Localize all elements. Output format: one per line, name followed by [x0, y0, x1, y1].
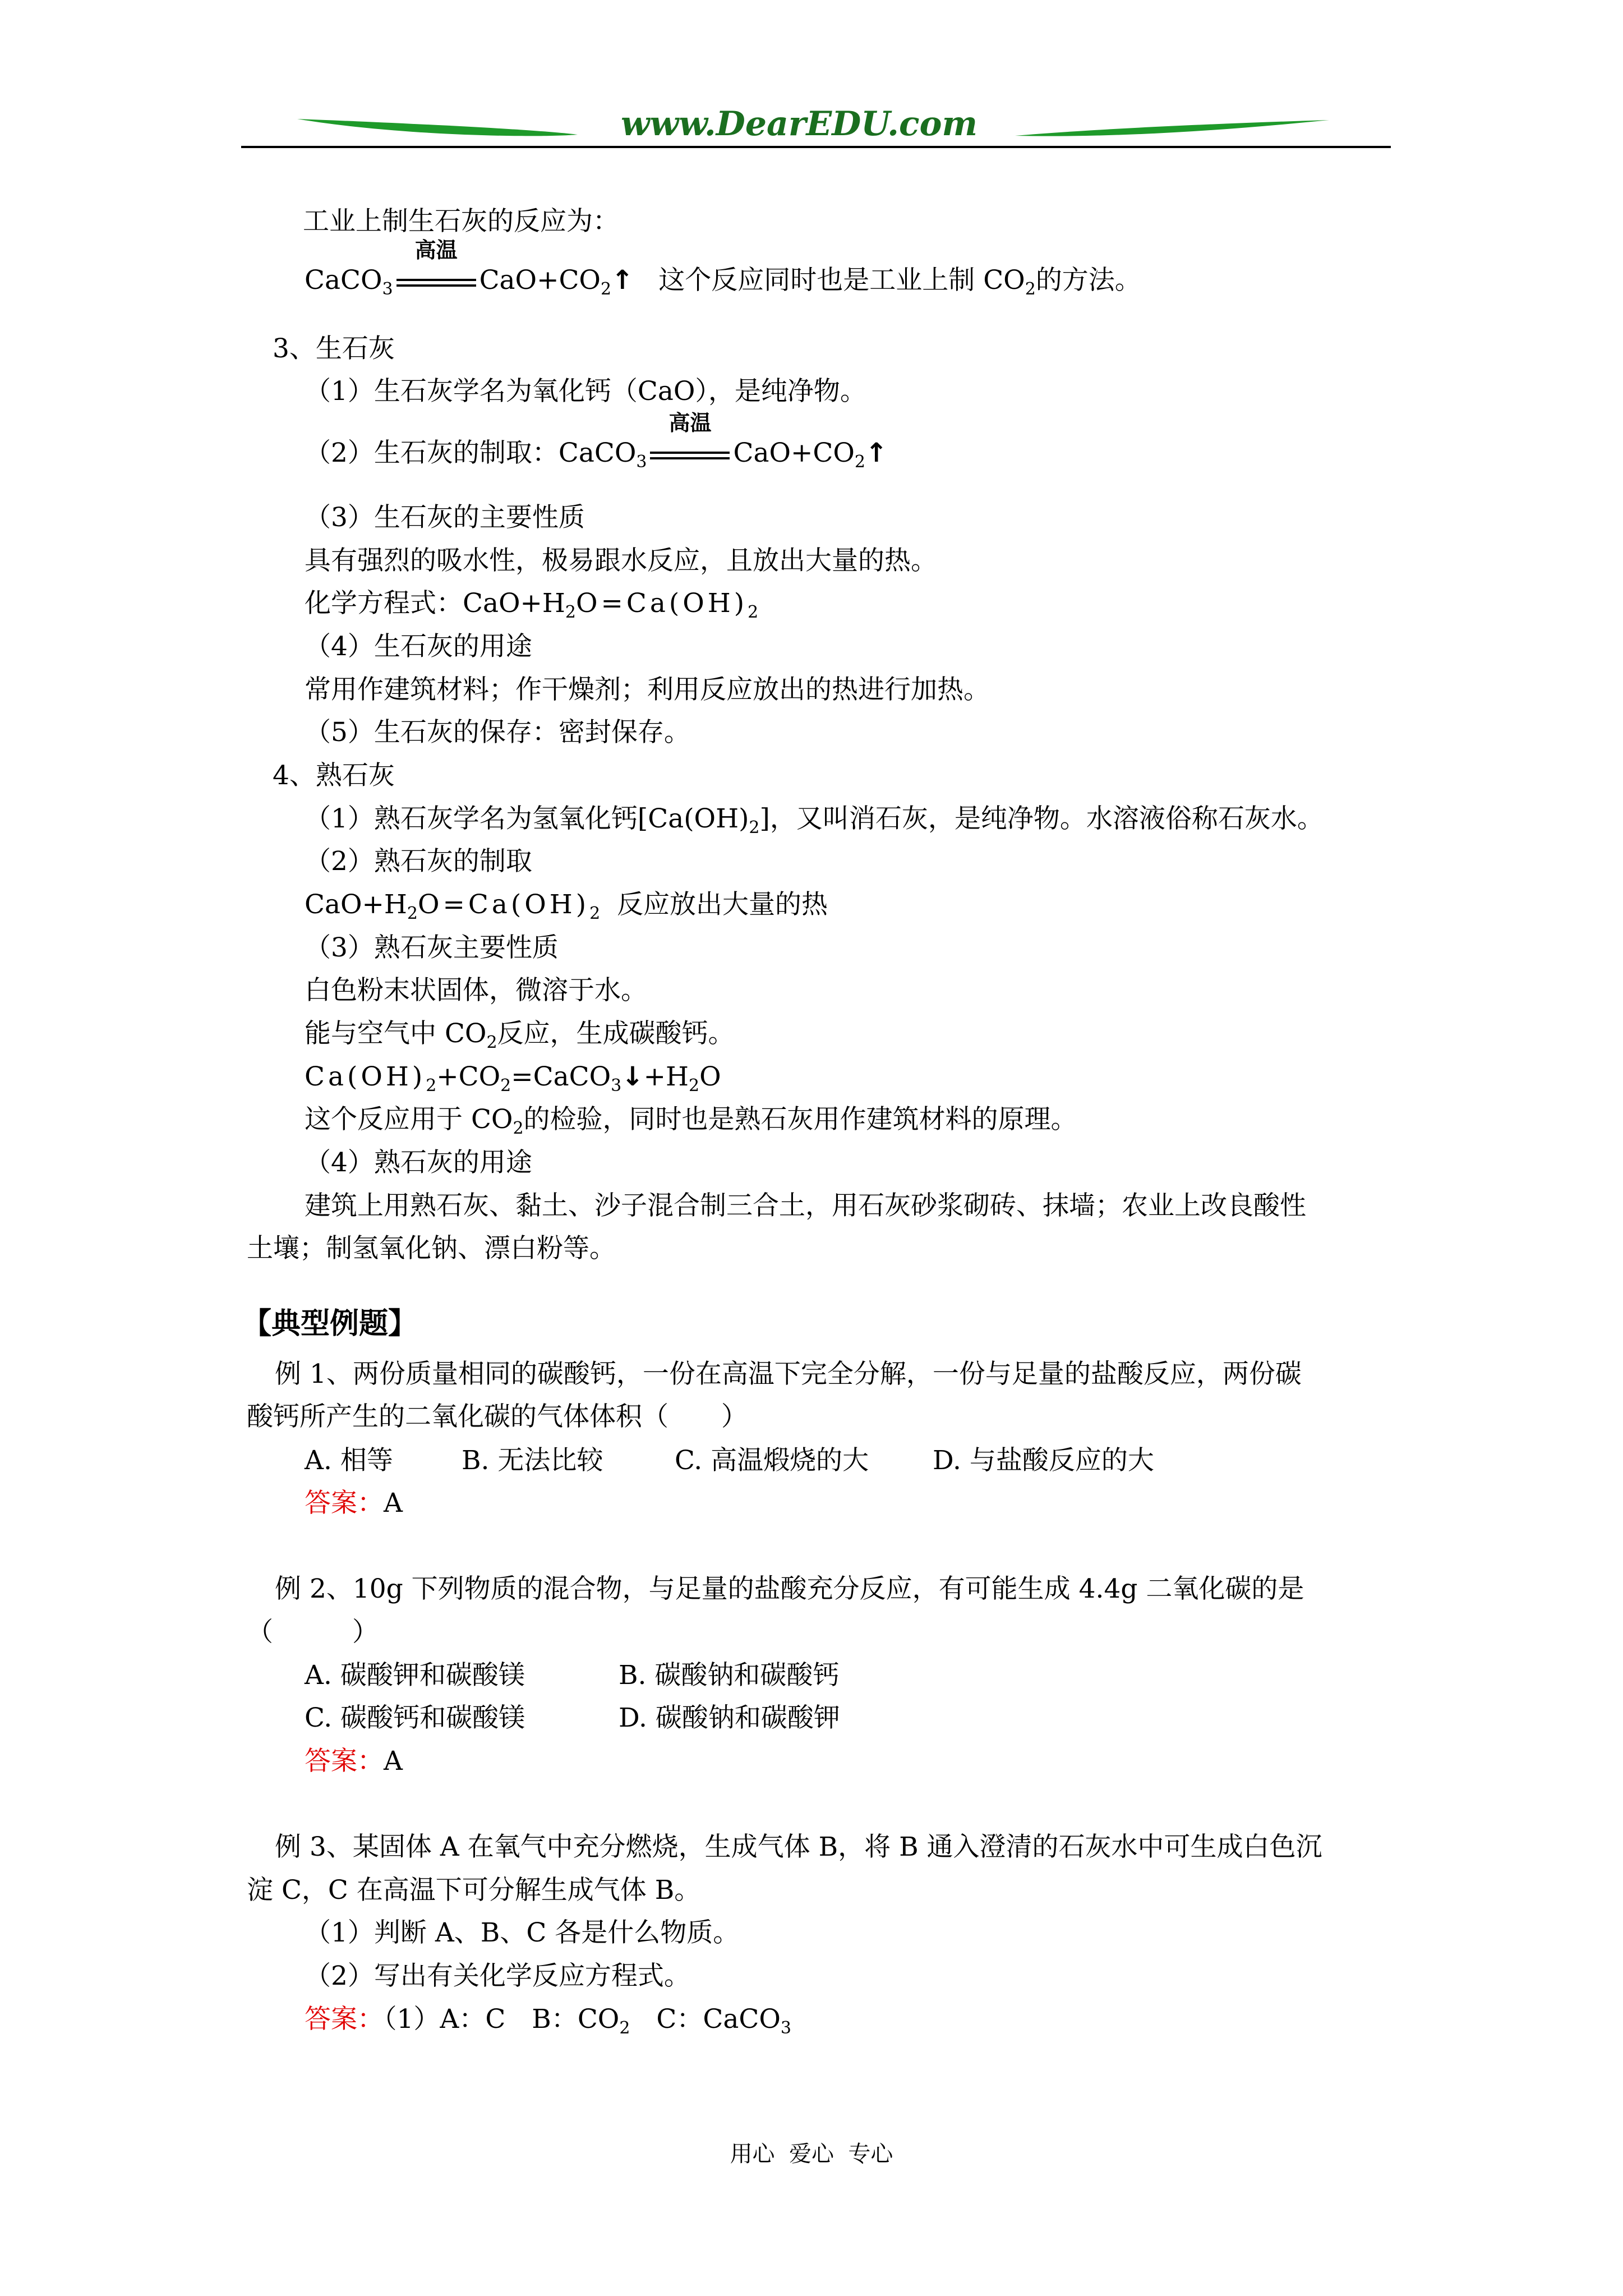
text-line: （2）熟石灰的制取	[305, 846, 532, 877]
text-line: 工业上制生石灰的反应为：	[303, 206, 619, 237]
answer-label: 答案：	[305, 1488, 384, 1519]
example-3-question: （2）写出有关化学反应方程式。	[305, 1961, 690, 1991]
option-a: A. 相等	[305, 1445, 393, 1476]
example-3-text: 例 3、某固体 A 在氧气中充分燃烧，生成气体 B，将 B 通入澄清的石灰水中可生成白色沉	[275, 1832, 1322, 1862]
option-a: A. 碳酸钾和碳酸镁	[305, 1660, 525, 1691]
example-3-answer: 答案：（1）A：C B：$CO_2$ C：CaCO$_3$	[305, 2004, 791, 2038]
text-line: 白色粉末状固体，微溶于水。	[305, 975, 647, 1006]
equation-line: （2）生石灰的制取：CaCO$_3$ 高温 $CaO+CO_2↑$	[305, 411, 888, 472]
text-line: 建筑上用熟石灰、黏土、沙子混合制三合土，用石灰砂浆砌砖、抹墙；农业上改良酸性	[305, 1190, 1306, 1221]
example-2-text: 例 2、10g 下列物质的混合物，与足量的盐酸充分反应，有可能生成 4.4g 二氧化碳的是	[275, 1573, 1304, 1604]
text-line: 这个反应用于 $CO_2$的检验，同时也是熟石灰用作建筑材料的原理。	[305, 1104, 1077, 1138]
option-d: D. 与盐酸反应的大	[933, 1445, 1154, 1476]
equation-line: 化学方程式：$CaO+H_2O=Ca(OH)_2$	[305, 588, 759, 622]
text-line: （3）生石灰的主要性质	[305, 502, 585, 533]
text-line: 具有强烈的吸水性，极易跟水反应，且放出大量的热。	[305, 545, 937, 576]
equation-line: $Ca(OH)_2+CO_2=CaCO_3↓+H_2O$	[305, 1061, 721, 1096]
header	[241, 101, 1391, 157]
text-line: （1）生石灰学名为氧化钙（CaO），是纯净物。	[305, 376, 866, 407]
answer-label: 答案：	[305, 1746, 384, 1777]
equation-line: $CaO+H_2O=Ca(OH)_2$ 反应放出大量的热	[305, 889, 828, 923]
reaction-condition: 高温	[648, 436, 732, 470]
reaction-condition: 高温	[394, 264, 478, 297]
text-line: （1）熟石灰学名为氢氧化钙$[Ca(OH)_2]$，又叫消石灰，是纯净物。水溶液俗称石灰水。	[305, 803, 1324, 838]
example-3-question: （1）判断 A、B、C 各是什么物质。	[305, 1917, 740, 1948]
example-1-answer: 答案：A	[305, 1488, 403, 1519]
section-heading: 4、熟石灰	[273, 760, 395, 791]
answer-label: 答案：	[305, 2004, 384, 2035]
option-c: C. 碳酸钙和碳酸镁	[305, 1703, 525, 1733]
text-line: 能与空气中 $CO_2$反应，生成碳酸钙。	[305, 1018, 735, 1052]
text-line: （4）生石灰的用途	[305, 631, 532, 662]
text-line: 常用作建筑材料；作干燥剂；利用反应放出的热进行加热。	[305, 674, 990, 705]
up-arrow-icon: ↑	[865, 438, 888, 468]
example-2-text: （ ）	[247, 1617, 379, 1648]
examples-heading: 【典型例题】	[242, 1306, 418, 1341]
option-c: C. 高温煅烧的大	[675, 1445, 869, 1476]
option-b: B. 无法比较	[462, 1445, 603, 1476]
example-2-answer: 答案：A	[305, 1746, 403, 1777]
text-line: （4）熟石灰的用途	[305, 1147, 532, 1178]
up-arrow-icon: ↑	[611, 265, 634, 296]
option-d: D. 碳酸钠和碳酸钾	[619, 1703, 840, 1733]
page-footer: 用心 爱心 专心	[730, 2141, 893, 2167]
option-b: B. 碳酸钠和碳酸钙	[619, 1660, 840, 1691]
section-heading: 3、生石灰	[273, 333, 395, 364]
example-3-text: 淀 C，C 在高温下可分解生成气体 B。	[247, 1875, 701, 1906]
text-line: （3）熟石灰主要性质	[305, 932, 559, 963]
example-1-text: 酸钙所产生的二氧化碳的气体体积（ ）	[247, 1401, 748, 1432]
text-line: （5）生石灰的保存：密封保存。	[305, 717, 690, 748]
down-arrow-icon: ↓	[621, 1061, 644, 1092]
equation-line: CaCO$_3$ 高温 $CaO+CO_2↑$ 这个反应同时也是工业上制 $CO_2$的方法。	[305, 238, 1141, 299]
example-1-text: 例 1、两份质量相同的碳酸钙，一份在高温下完全分解，一份与足量的盐酸反应，两份碳	[275, 1359, 1302, 1389]
header-logo-text[interactable]: www.DearEDU.com	[620, 104, 978, 144]
text-line: 土壤；制氢氧化钠、漂白粉等。	[247, 1233, 616, 1264]
